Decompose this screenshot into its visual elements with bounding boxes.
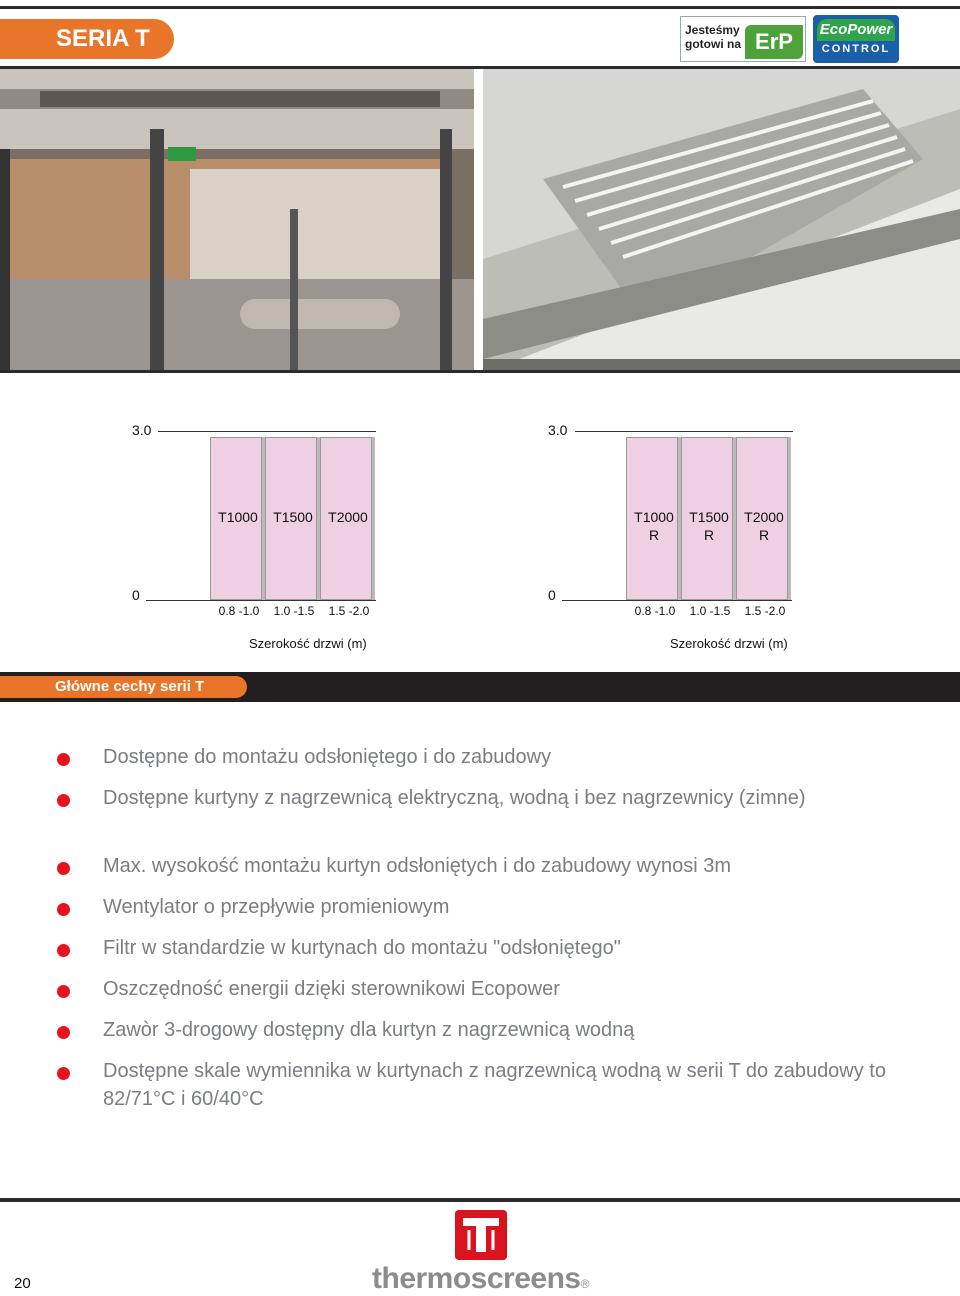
diagram-1-range-label: 1.5 -2.0	[328, 604, 370, 618]
diagram-1-range-label: 0.8 -1.0	[218, 604, 260, 618]
photo-bottom-rule	[0, 370, 960, 373]
diagram-2-range-label: 0.8 -1.0	[634, 604, 676, 618]
diagram-2-ybottom-label: 0	[548, 587, 556, 603]
footer-rule	[0, 1198, 960, 1202]
diagram-1-bottom-line	[146, 600, 376, 601]
brand-name-text: thermoscreens	[372, 1262, 581, 1295]
diagram-1-ytop-label: 3.0	[132, 422, 152, 438]
registered-mark: ®	[580, 1277, 589, 1291]
section-title: Główne cechy serii T	[0, 676, 247, 698]
bullet-icon	[57, 985, 70, 998]
brand-name	[372, 1262, 589, 1296]
diagram-2-bar-label: T1000	[634, 509, 674, 525]
series-tab-edge	[0, 19, 40, 59]
feature-item: Zawòr 3-drogowy dostępny dla kurtyn z nagrzewnicą wodną	[103, 1019, 635, 1041]
diagram-2-bottom-line	[562, 600, 792, 601]
bullet-icon	[57, 753, 70, 766]
feature-item: Filtr w standardzie w kurtynach do montażu "odsłoniętego"	[103, 937, 621, 959]
diagram-2-range-label: 1.0 -1.5	[689, 604, 731, 618]
ecopower-logo-bottom: CONTROL	[821, 43, 891, 55]
diagram-2-bar-label: T2000	[744, 509, 784, 525]
feature-item: Max. wysokość montażu kurtyn odsłoniętych i do zabudowy wynosi 3m	[103, 855, 732, 877]
diagram-1-bar-label: T2000	[328, 509, 368, 525]
ecopower-logo-top: EcoPower	[817, 19, 895, 41]
series-title: SERIA T	[40, 19, 174, 59]
feature-item: Dostępne do montażu odsłoniętego i do zabudowy	[103, 746, 552, 768]
page-number: 20	[14, 1275, 31, 1292]
bullet-icon	[57, 903, 70, 916]
bullet-icon	[57, 1067, 70, 1080]
bullet-icon	[57, 794, 70, 807]
diagram-2-top-line	[575, 431, 793, 432]
photo-divider	[474, 69, 483, 373]
diagram-2-bar-label-suffix: R	[648, 527, 660, 543]
diagram-1-bar-label: T1000	[218, 509, 258, 525]
bullet-icon	[57, 1026, 70, 1039]
diagram-2-ytop-label: 3.0	[548, 422, 568, 438]
erp-logo	[680, 16, 806, 62]
bullet-icon	[57, 862, 70, 875]
diagram-2-x-caption: Szerokość drzwi (m)	[670, 636, 788, 651]
top-rule	[0, 6, 960, 9]
feature-item: Dostępne skale wymiennika w kurtynach z nagrzewnicą wodną w serii T do zabudowy to 82/71°C i 60/40°C	[103, 1060, 886, 1110]
bullet-icon	[57, 944, 70, 957]
diagram-1-range-label: 1.0 -1.5	[273, 604, 315, 618]
diagram-1-x-caption: Szerokość drzwi (m)	[249, 636, 367, 651]
erp-badge: ErP	[745, 25, 803, 59]
erp-logo-text: Jesteśmy gotowi na	[685, 23, 741, 51]
diagram-1-top-line	[158, 431, 376, 432]
diagram-2-bar-label-suffix: R	[758, 527, 770, 543]
diagram-2-range-label: 1.5 -2.0	[744, 604, 786, 618]
thermoscreens-logo-icon	[455, 1210, 507, 1260]
diagram-2-bar-label: T1500	[689, 509, 729, 525]
photo-recessed-curtain	[483, 69, 960, 373]
feature-item: Dostępne kurtyny z nagrzewnicą elektryczną, wodną i bez nagrzewnicy (zimne)	[103, 787, 806, 809]
diagram-1-bar-label: T1500	[273, 509, 313, 525]
diagram-2-bar-label-suffix: R	[703, 527, 715, 543]
ecopower-logo	[813, 15, 899, 63]
photo-shop-entrance	[0, 69, 474, 373]
feature-item: Wentylator o przepływie promieniowym	[103, 896, 450, 918]
feature-item: Oszczędność energii dzięki sterownikowi Ecopower	[103, 978, 560, 1000]
diagram-1-ybottom-label: 0	[132, 587, 140, 603]
